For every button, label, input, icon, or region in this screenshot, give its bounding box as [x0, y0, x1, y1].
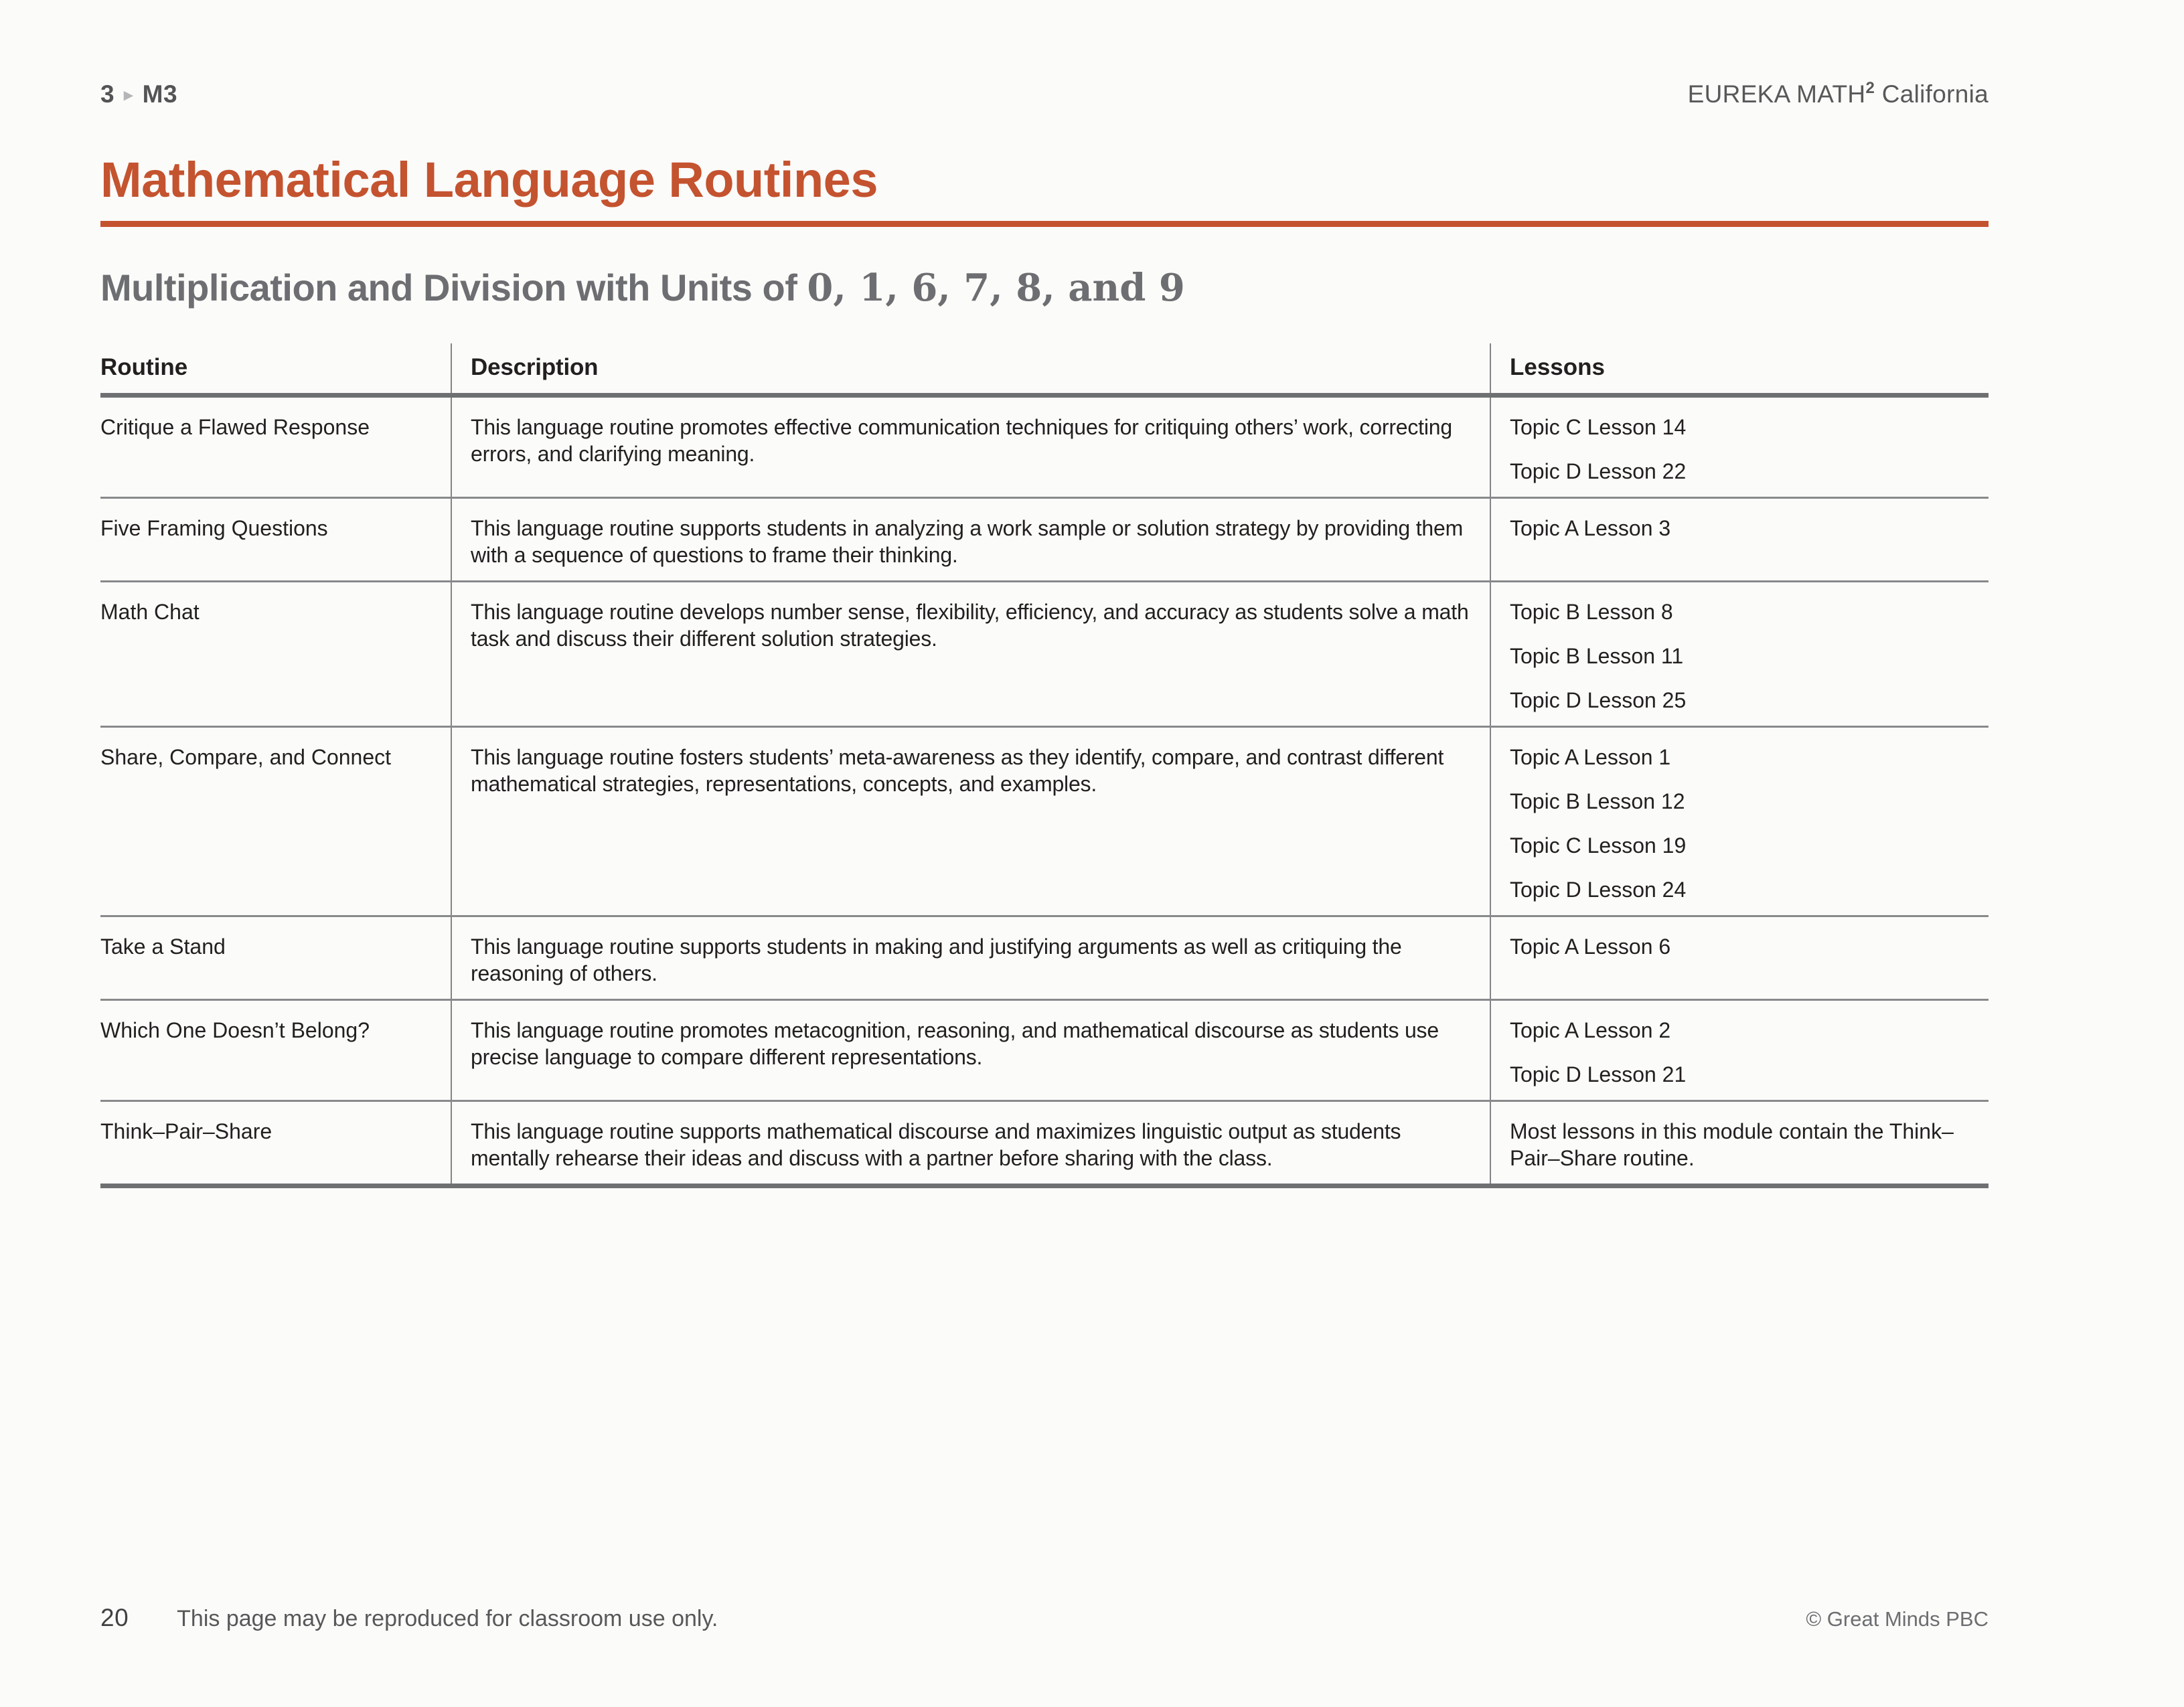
- column-header-routine: Routine: [100, 353, 188, 380]
- lessons-cell: [1490, 728, 1988, 915]
- routine-cell: Take a Stand: [100, 934, 226, 959]
- column-header-lessons: Lessons: [1490, 343, 1988, 393]
- table-row: [100, 499, 1988, 582]
- lesson-item: Topic A Lesson 3: [1510, 515, 1671, 540]
- description-cell: This language routine promotes metacognition, reasoning, and mathematical discourse as students use precise language to compare different representations.: [451, 1001, 1490, 1100]
- table-header-row: [100, 343, 1988, 398]
- breadcrumb-arrow-icon: ▸: [124, 84, 133, 104]
- table-row: [100, 398, 1988, 499]
- page-footer: [100, 1604, 1988, 1632]
- description-cell: This language routine supports mathematical discourse and maximizes linguistic output as students mentally rehearse their ideas and discuss with a partner before sharing with the class.: [451, 1102, 1490, 1184]
- column-header-description: Description: [451, 343, 1490, 393]
- table-row: [100, 1001, 1988, 1102]
- lesson-item: Topic B Lesson 11: [1510, 643, 1684, 668]
- subtitle-units: 0, 1, 6, 7, 8, and 9: [807, 265, 1185, 310]
- table-row: [100, 917, 1988, 1001]
- lessons-cell: [1490, 499, 1988, 580]
- description-cell: This language routine supports students in making and justifying arguments as well as critiquing the reasoning of others.: [451, 917, 1490, 999]
- page-number: 20: [100, 1604, 129, 1631]
- lesson-item: Topic A Lesson 1: [1510, 744, 1671, 769]
- table-row: [100, 728, 1988, 917]
- breadcrumb: [100, 80, 177, 108]
- routine-cell: Critique a Flawed Response: [100, 414, 370, 439]
- table-row: [100, 582, 1988, 728]
- lessons-cell: [1490, 1001, 1988, 1100]
- lesson-item: Topic B Lesson 12: [1510, 789, 1685, 813]
- lesson-item: Topic C Lesson 14: [1510, 414, 1687, 439]
- breadcrumb-grade: 3: [100, 80, 115, 108]
- routines-table: [100, 343, 1988, 1188]
- routine-cell: Think–Pair–Share: [100, 1119, 272, 1143]
- title-rule: [100, 221, 1988, 227]
- page-title: Mathematical Language Routines: [100, 152, 878, 208]
- brand-region: California: [1881, 80, 1988, 108]
- lessons-cell: [1490, 582, 1988, 726]
- description-cell: This language routine fosters students’ meta-awareness as they identify, compare, and contrast different mathematical strategies, representations, concepts, and examples.: [451, 728, 1490, 915]
- lessons-cell: [1490, 1102, 1988, 1184]
- brand-header: [1688, 80, 1988, 108]
- lesson-item: Topic C Lesson 19: [1510, 833, 1687, 858]
- description-cell: This language routine promotes effective communication techniques for critiquing others’ work, correcting errors, and clarifying meaning.: [451, 398, 1490, 497]
- brand-superscript: 2: [1865, 79, 1875, 97]
- routine-cell: Five Framing Questions: [100, 515, 328, 540]
- routine-cell: Which One Doesn’t Belong?: [100, 1018, 370, 1042]
- lesson-item: Topic D Lesson 25: [1510, 687, 1687, 712]
- module-subtitle: [100, 266, 1988, 310]
- subtitle-text: Multiplication and Division with Units of: [100, 266, 797, 309]
- lessons-cell: [1490, 917, 1988, 999]
- description-cell: This language routine develops number sense, flexibility, efficiency, and accuracy as students solve a math task and discuss their different solution strategies.: [451, 582, 1490, 726]
- breadcrumb-module: M3: [142, 80, 178, 108]
- lesson-item: Topic B Lesson 8: [1510, 599, 1673, 624]
- lesson-item: Topic D Lesson 22: [1510, 459, 1687, 483]
- lesson-item: Topic A Lesson 6: [1510, 934, 1671, 959]
- brand-name: EUREKA MATH: [1687, 80, 1866, 108]
- reproduction-disclaimer: This page may be reproduced for classroom use only.: [177, 1606, 718, 1631]
- description-cell: This language routine supports students in analyzing a work sample or solution strategy by providing them with a sequence of questions to frame their thinking.: [451, 499, 1490, 580]
- lesson-item: Topic D Lesson 24: [1510, 877, 1687, 902]
- routine-cell: Share, Compare, and Connect: [100, 744, 392, 769]
- lessons-cell: [1490, 398, 1988, 497]
- routine-cell: Math Chat: [100, 599, 200, 624]
- lesson-item: Most lessons in this module contain the Think–Pair–Share routine.: [1510, 1119, 1954, 1170]
- lesson-item: Topic D Lesson 21: [1510, 1062, 1687, 1086]
- copyright-notice: © Great Minds PBC: [1806, 1607, 1988, 1631]
- lesson-item: Topic A Lesson 2: [1510, 1018, 1671, 1042]
- table-row: [100, 1102, 1988, 1188]
- page-header: [100, 80, 1988, 108]
